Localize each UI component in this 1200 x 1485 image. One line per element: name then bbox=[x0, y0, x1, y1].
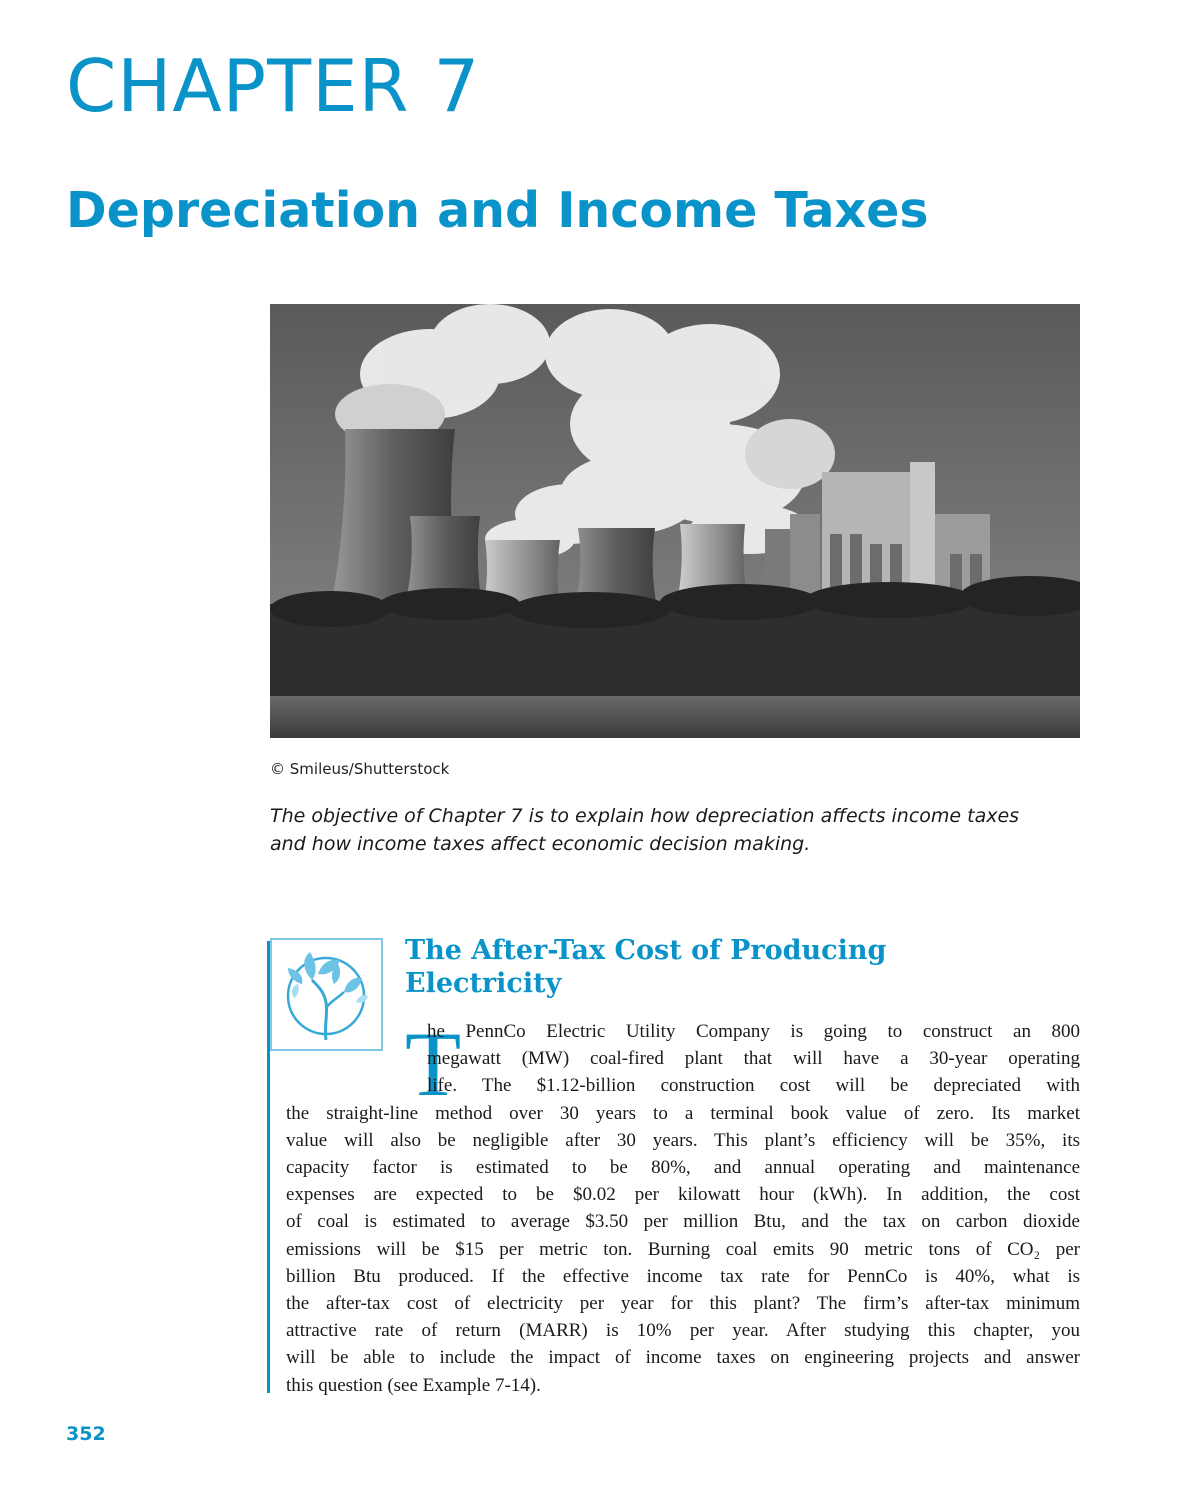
case-study-line: he PennCo Electric Utility Company is going to construct an 800 bbox=[427, 1021, 1080, 1042]
power-plant-photo bbox=[270, 304, 1080, 738]
page-number: 352 bbox=[66, 1423, 106, 1445]
case-study-line: this question (see Example 7-14). bbox=[286, 1374, 541, 1396]
case-study-title-line2: Electricity bbox=[405, 968, 562, 999]
chapter-objective: The objective of Chapter 7 is to explain how depreciation affects income taxes and how income taxes affect economic decision making. bbox=[270, 805, 1020, 855]
chapter-title: Depreciation and Income Taxes bbox=[66, 182, 929, 239]
case-study-line: attractive rate of return (MARR) is 10% per year. After studying this chapter, you bbox=[286, 1320, 1080, 1342]
case-study-title-line1: The After-Tax Cost of Producing bbox=[405, 935, 887, 966]
case-study-line: life. The $1.12-billion construction cost will be depreciated with bbox=[427, 1075, 1080, 1097]
photo-credit: © Smileus/Shutterstock bbox=[270, 760, 450, 778]
case-study-line: value will also be negligible after 30 years. This plant’s efficiency will be 35%, its bbox=[286, 1129, 1080, 1151]
case-study-line: capacity factor is estimated to be 80%, and annual operating and maintenance bbox=[286, 1157, 1080, 1179]
case-study-line: billion Btu produced. If the effective income tax rate for PennCo is 40%, what is bbox=[286, 1265, 1080, 1287]
case-study-line: megawatt (MW) coal-fired plant that will have a 30-year operating bbox=[427, 1048, 1080, 1070]
drop-cap: T bbox=[405, 1013, 462, 1115]
case-study-line: of coal is estimated to average $3.50 per million Btu, and the tax on carbon dioxide bbox=[286, 1211, 1080, 1233]
case-study-line: the straight-line method over 30 years to a terminal book value of zero. Its market bbox=[286, 1102, 1080, 1124]
case-study-line: the after-tax cost of electricity per year for this plant? The firm’s after-tax minimum bbox=[286, 1293, 1080, 1315]
case-study-line: emissions will be $15 per metric ton. Burning coal emits 90 metric tons of CO₂ per bbox=[286, 1238, 1080, 1260]
case-study-line: expenses are expected to be $0.02 per kilowatt hour (kWh). In addition, the cost bbox=[286, 1184, 1080, 1206]
case-study-line: will be able to include the impact of income taxes on engineering projects and answer bbox=[286, 1347, 1080, 1369]
case-study-title bbox=[405, 934, 1045, 1000]
chapter-label: CHAPTER 7 bbox=[66, 44, 481, 128]
case-study-text bbox=[286, 1013, 1080, 1399]
